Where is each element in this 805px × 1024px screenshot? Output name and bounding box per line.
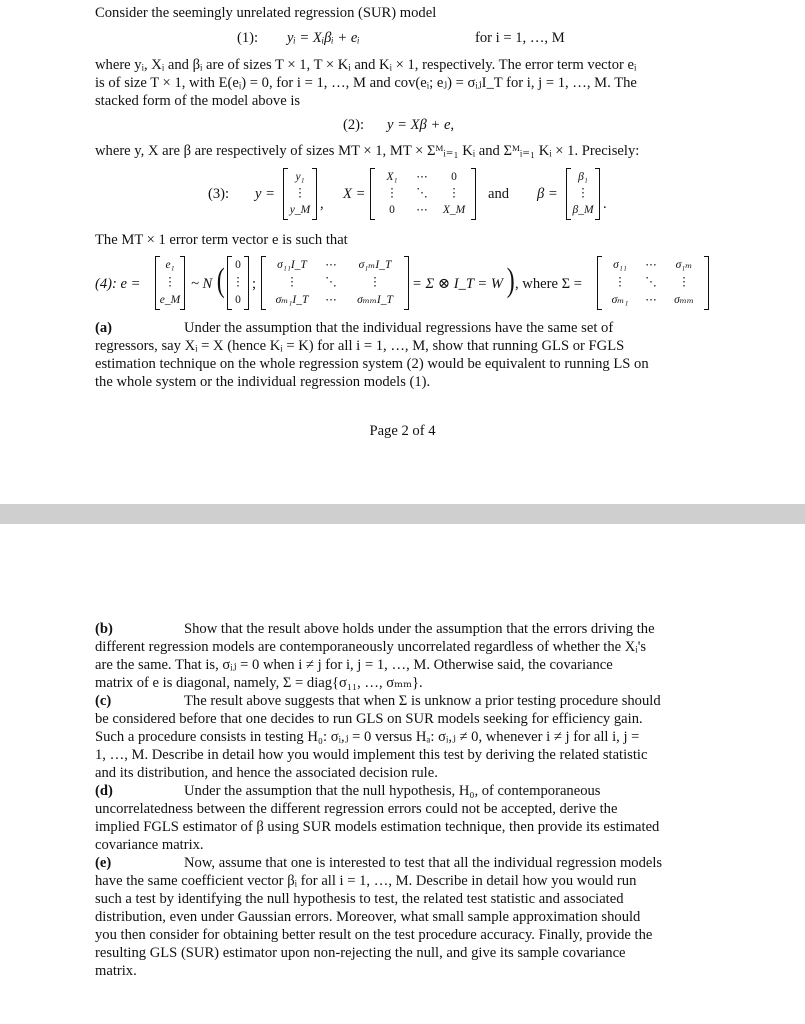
part-e-line4: distribution, even under Gaussian errors. Moreover, what small sample approximation should [95, 909, 641, 925]
part-a-line2: regressors, say Xᵢ = X (hence Kᵢ = K) for all i = 1, …, M, show that running GLS or FGLS [95, 338, 625, 354]
Sigma-entry: ⋮ [678, 276, 690, 288]
X-entry: 0 [451, 171, 457, 183]
part-d-label: (d) [95, 783, 113, 799]
eq4-dist: ~ N [191, 276, 213, 292]
para1-line1: where yᵢ, Xᵢ and βᵢ are of sizes T × 1, T × Kᵢ and Kᵢ × 1, respectively. The error term vector eᵢ [95, 57, 637, 73]
Sigma-entry: σₘ₁ [611, 294, 629, 306]
Sigma-entry: ⋱ [645, 276, 657, 288]
eq3-X-label: X = [343, 186, 366, 202]
y-entry: ⋮ [294, 187, 306, 199]
part-e-line6: resulting GLS (SUR) estimator upon non-rejecting the null, and give its sample covariance [95, 945, 626, 961]
eq3-label: (3): [208, 186, 230, 202]
part-c-line2: be considered before that one decides to run GLS on SUR models seeking for efficiency gain. [95, 711, 643, 727]
part-c-line4: 1, …, M. Describe in detail how you would implement this test by deriving the related statistic [95, 747, 648, 763]
page-divider [0, 504, 805, 524]
para1-line3: stacked form of the model above is [95, 93, 301, 109]
Sigma-entry: ⋮ [614, 276, 626, 288]
part-e-line5: you then consider for obtaining better result on the test procedure accuracy. Finally, provide the [95, 927, 653, 943]
part-d-line4: covariance matrix. [95, 837, 204, 853]
part-b-line4: matrix of e is diagonal, namely, Σ = diag{σ₁₁, …, σₘₘ}. [95, 675, 423, 691]
beta-entry: β_M [572, 204, 594, 216]
part-a-line1: Under the assumption that the individual regressions have the same set of [184, 320, 614, 336]
e-entry: ⋮ [164, 276, 176, 288]
eq4-zero-vector [227, 256, 249, 310]
sigma-entry: ⋯ [325, 294, 337, 306]
intro-text: Consider the seemingly unrelated regression (SUR) model [95, 5, 437, 21]
para1-line2: is of size T × 1, with E(eᵢ) = 0, for i = 1, …, M and cov(eᵢ; eⱼ) = σᵢⱼI_T for i, j = 1, …, M. The [95, 75, 637, 91]
part-e-line3: such a test by identifying the null hypothesis to test, the related test statistic and associated [95, 891, 624, 907]
Sigma-entry: σₘₘ [674, 294, 694, 306]
part-d-line2: uncorrelatedness between the different regression errors could not be accepted, derive the [95, 801, 618, 817]
sigma-entry: ⋮ [369, 276, 381, 288]
eq3-and: and [488, 186, 510, 202]
part-e-line2: have the same coefficient vector βᵢ for all i = 1, …, M. Describe in detail how you would run [95, 873, 637, 889]
sigma-entry: σ₁ₘI_T [358, 259, 392, 271]
eq2-formula: y = Xβ + e, [387, 117, 455, 133]
eq4-e-vector [155, 256, 185, 310]
eq1-range: for i = 1, …, M [475, 30, 565, 46]
eq4-Sigma-matrix [597, 256, 709, 310]
part-c-label: (c) [95, 693, 112, 709]
part-d-line1: Under the assumption that the null hypothesis, H₀, of contemporaneous [184, 783, 601, 799]
eq3-beta-label: β = [537, 186, 558, 202]
e-entry: e₁ [165, 259, 175, 271]
sigma-entry: ⋱ [325, 276, 337, 288]
y-entry: y₁ [295, 171, 305, 183]
e-entry: e_M [159, 294, 181, 306]
part-b-label: (b) [95, 621, 113, 637]
sigma-entry: σₘ₁I_T [275, 294, 309, 306]
part-a-line3: estimation technique on the whole regression system (2) would be equivalent to running LS on [95, 356, 649, 372]
eq2-label: (2): [343, 117, 365, 133]
Sigma-entry: ⋯ [645, 294, 657, 306]
X-entry: ⋯ [416, 204, 428, 216]
X-entry: ⋱ [416, 187, 428, 199]
X-entry: ⋮ [386, 187, 398, 199]
part-a-line4: the whole system or the individual regression models (1). [95, 374, 431, 390]
beta-entry: ⋮ [577, 187, 589, 199]
para3-text: The MT × 1 error term vector e is such that [95, 232, 348, 248]
eq3-X-matrix [370, 168, 476, 220]
eq4-where: , where Σ = [515, 276, 582, 292]
eq4-sigma-matrix [261, 256, 409, 310]
sigma-entry: ⋮ [286, 276, 298, 288]
beta-entry: β₁ [578, 171, 588, 183]
X-entry: X₁ [386, 171, 398, 183]
part-b-line3: are the same. That is, σᵢⱼ = 0 when i ≠ j for i, j = 1, …, M. Otherwise said, the covariance [95, 657, 613, 673]
zero-entry: ⋮ [232, 276, 244, 288]
eq1-formula: yᵢ = Xᵢβᵢ + eᵢ [287, 30, 360, 46]
part-b-line2: different regression models are contemporaneously uncorrelated regardless of whether the Xᵢ's [95, 639, 646, 655]
page-number: Page 2 of 4 [369, 423, 436, 439]
sigma-entry: ⋯ [325, 259, 337, 271]
para2-text: where y, X are β are respectively of sizes MT × 1, MT × Σᴹᵢ₌₁ Kᵢ and Σᴹᵢ₌₁ Kᵢ × 1. Precisely: [95, 143, 640, 159]
Sigma-entry: σ₁ₘ [675, 259, 693, 271]
part-c-line1: The result above suggests that when Σ is unknow a prior testing procedure should [184, 693, 661, 709]
part-b-line1: Show that the result above holds under the assumption that the errors driving the [184, 621, 655, 637]
part-e-line7: matrix. [95, 963, 137, 979]
zero-entry: 0 [235, 259, 241, 271]
part-e-line1: Now, assume that one is interested to test that all the individual regression models [184, 855, 663, 871]
X-entry: X_M [442, 204, 466, 216]
eq3-y-vector [283, 168, 317, 220]
X-entry: 0 [389, 204, 395, 216]
part-c-line5: and its distribution, and hence the associated decision rule. [95, 765, 438, 781]
zero-entry: 0 [235, 294, 241, 306]
Sigma-entry: σ₁₁ [613, 259, 627, 271]
part-e-label: (e) [95, 855, 112, 871]
part-c-line3: Such a procedure consists in testing H₀: σᵢ,ⱼ = 0 versus Hₐ: σᵢ,ⱼ ≠ 0, whenever i ≠ j for all i, j = [95, 729, 640, 745]
eq3-y-label: y = [255, 186, 275, 202]
y-entry: y_M [289, 204, 311, 216]
eq1-label: (1): [237, 30, 259, 46]
part-d-line3: implied FGLS estimator of β using SUR models estimation technique, then provide its estimated [95, 819, 660, 835]
Sigma-entry: ⋯ [645, 259, 657, 271]
X-entry: ⋮ [448, 187, 460, 199]
sigma-entry: σ₁₁I_T [277, 259, 307, 271]
eq3-beta-vector [566, 168, 600, 220]
part-a-label: (a) [95, 320, 113, 336]
eq4-equals: = Σ ⊗ I_T = W [412, 276, 504, 292]
X-entry: ⋯ [416, 171, 428, 183]
eq4-label: (4): e = [95, 276, 141, 292]
sigma-entry: σₘₘI_T [357, 294, 393, 306]
